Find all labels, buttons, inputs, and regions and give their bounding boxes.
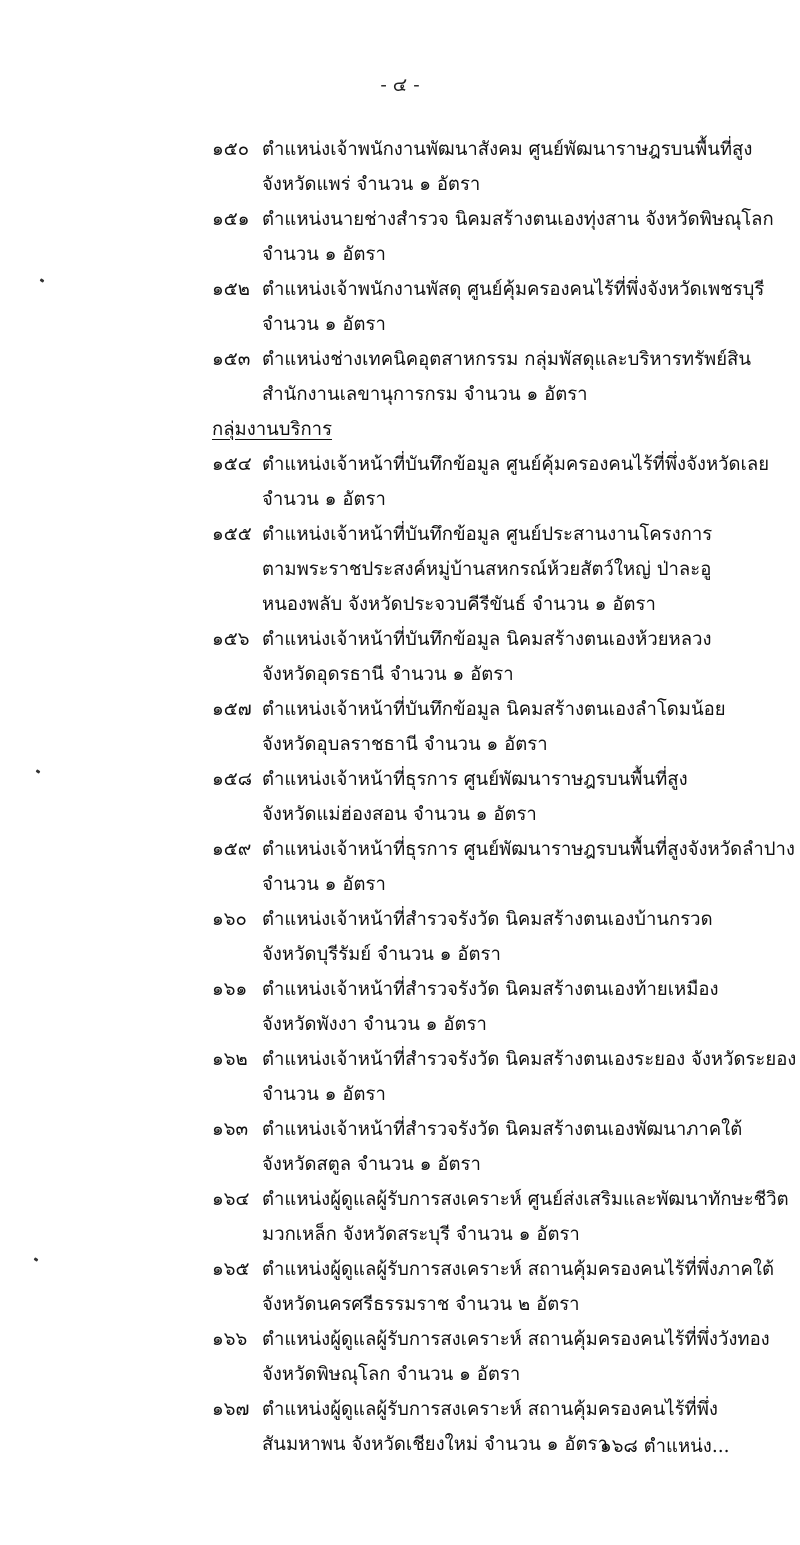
position-number: ๑๖๕ (212, 1259, 250, 1280)
position-item (212, 272, 792, 342)
position-title: ตำแหน่งผู้ดูแลผู้รับการสงเคราะห์ สถานคุ้มครองคนไร้ที่พึ่งวังทอง (262, 1329, 770, 1350)
position-continuation-line: จังหวัดสตูล จำนวน ๑ อัตรา (262, 1154, 481, 1175)
position-number: ๑๖๔ (212, 1189, 250, 1210)
position-item-first-line (212, 832, 795, 867)
position-continuation-line: จังหวัดบุรีรัมย์ จำนวน ๑ อัตรา (262, 944, 501, 965)
position-item-first-line (212, 622, 792, 657)
position-item-first-line (212, 972, 792, 1007)
position-item-first-line (212, 1182, 792, 1217)
position-item-first-line (212, 692, 792, 727)
position-item-first-line (212, 1042, 797, 1077)
position-continuation-line: จังหวัดพิษณุโลก จำนวน ๑ อัตรา (262, 1364, 521, 1385)
position-item (212, 692, 792, 762)
position-number: ๑๖๓ (212, 1119, 249, 1140)
continuation-note: ๑๖๘ ตำแหน่ง... (600, 1436, 730, 1457)
position-number: ๑๕๔ (212, 454, 252, 475)
position-title: ตำแหน่งเจ้าหน้าที่บันทึกข้อมูล ศูนย์คุ้มครองคนไร้ที่พึ่งจังหวัดเลย (262, 454, 770, 475)
position-continuation-line: จังหวัดนครศรีธรรมราช จำนวน ๒ อัตรา (262, 1294, 580, 1315)
section-heading: กลุ่มงานบริการ (212, 419, 333, 440)
position-item (212, 447, 792, 517)
position-continuation-line: จังหวัดพังงา จำนวน ๑ อัตรา (262, 1014, 487, 1035)
position-item-first-line (212, 447, 792, 482)
position-item-first-line (212, 342, 792, 377)
position-item-first-line (212, 132, 792, 167)
position-continuation-line: ตามพระราชประสงค์หมู่บ้านสหกรณ์ห้วยสัตว์ใหญ่ ป่าละอู (262, 559, 712, 580)
position-item (212, 517, 792, 622)
scan-speck (34, 1257, 39, 1262)
position-item (212, 1182, 792, 1252)
position-group-service (212, 447, 797, 1462)
position-item-first-line (212, 272, 792, 307)
position-item-first-line (212, 902, 792, 937)
position-number: ๑๕๕ (212, 524, 252, 545)
position-continuation-line: จำนวน ๑ อัตรา (262, 489, 386, 510)
position-title: ตำแหน่งเจ้าพนักงานพัสดุ ศูนย์คุ้มครองคนไร้ที่พึ่งจังหวัดเพชรบุรี (262, 279, 765, 300)
position-item (212, 972, 792, 1042)
position-item (212, 202, 792, 272)
position-continuation-line: สันมหาพน จังหวัดเชียงใหม่ จำนวน ๑ อัตรา (262, 1434, 608, 1455)
position-item-first-line (212, 1322, 792, 1357)
position-number: ๑๕๓ (212, 349, 251, 370)
position-continuation-line: จำนวน ๑ อัตรา (262, 314, 386, 335)
position-item-first-line (212, 517, 792, 552)
position-title: ตำแหน่งเจ้าหน้าที่ธุรการ ศูนย์พัฒนาราษฎรบนพื้นที่สูง (262, 769, 688, 790)
position-continuation-line: จำนวน ๑ อัตรา (262, 874, 386, 895)
position-number: ๑๕๗ (212, 699, 252, 720)
position-title: ตำแหน่งเจ้าหน้าที่สำรวจรังวัด นิคมสร้างตนเองพัฒนาภาคใต้ (262, 1119, 743, 1140)
position-title: ตำแหน่งผู้ดูแลผู้รับการสงเคราะห์ สถานคุ้มครองคนไร้ที่พึ่ง (262, 1399, 718, 1420)
scan-speck (36, 769, 41, 774)
position-item-first-line (212, 1252, 792, 1287)
position-number: ๑๖๑ (212, 979, 248, 1000)
position-title: ตำแหน่งผู้ดูแลผู้รับการสงเคราะห์ สถานคุ้มครองคนไร้ที่พึ่งภาคใต้ (262, 1259, 774, 1280)
position-continuation-line: มวกเหล็ก จังหวัดสระบุรี จำนวน ๑ อัตรา (262, 1224, 580, 1245)
position-title: ตำแหน่งช่างเทคนิคอุตสาหกรรม กลุ่มพัสดุและบริหารทรัพย์สิน (262, 349, 751, 370)
position-item-first-line (212, 1392, 792, 1427)
position-title: ตำแหน่งเจ้าหน้าที่สำรวจรังวัด นิคมสร้างตนเองท้ายเหมือง (262, 979, 719, 1000)
position-title: ตำแหน่งเจ้าพนักงานพัฒนาสังคม ศูนย์พัฒนาราษฎรบนพื้นที่สูง (262, 139, 753, 160)
position-title: ตำแหน่งเจ้าหน้าที่สำรวจรังวัด นิคมสร้างตนเองบ้านกรวด (262, 909, 713, 930)
position-continuation-line: จังหวัดอุดรธานี จำนวน ๑ อัตรา (262, 664, 514, 685)
position-continuation-line: จังหวัดแพร่ จำนวน ๑ อัตรา (262, 174, 481, 195)
position-number: ๑๖๖ (212, 1329, 248, 1350)
position-group-before (212, 132, 792, 412)
position-item (212, 762, 792, 832)
position-number: ๑๖๐ (212, 909, 247, 930)
position-number: ๑๕๘ (212, 769, 253, 790)
position-title: ตำแหน่งนายช่างสำรวจ นิคมสร้างตนเองทุ่งสาน จังหวัดพิษณุโลก (262, 209, 774, 230)
position-number: ๑๖๒ (212, 1049, 248, 1070)
position-title: ตำแหน่งผู้ดูแลผู้รับการสงเคราะห์ ศูนย์ส่งเสริมและพัฒนาทักษะชีวิต (262, 1189, 789, 1210)
position-number: ๑๕๑ (212, 209, 250, 230)
position-continuation-line: จำนวน ๑ อัตรา (262, 244, 386, 265)
position-item-first-line (212, 202, 792, 237)
position-item-first-line (212, 762, 792, 797)
position-item (212, 1252, 792, 1322)
position-title: ตำแหน่งเจ้าหน้าที่สำรวจรังวัด นิคมสร้างตนเองระยอง จังหวัดระยอง (262, 1049, 797, 1070)
position-item (212, 622, 792, 692)
position-number: ๑๖๗ (212, 1399, 250, 1420)
position-number: ๑๕๖ (212, 629, 250, 650)
position-title: ตำแหน่งเจ้าหน้าที่บันทึกข้อมูล ศูนย์ประสานงานโครงการ (262, 524, 713, 545)
position-title: ตำแหน่งเจ้าหน้าที่บันทึกข้อมูล นิคมสร้างตนเองห้วยหลวง (262, 629, 712, 650)
position-item (212, 1112, 792, 1182)
position-item (212, 342, 792, 412)
position-item (212, 1322, 792, 1392)
position-item (212, 832, 795, 902)
position-title: ตำแหน่งเจ้าหน้าที่บันทึกข้อมูล นิคมสร้างตนเองลำโดมน้อย (262, 699, 726, 720)
position-continuation-line: จังหวัดอุบลราชธานี จำนวน ๑ อัตรา (262, 734, 548, 755)
position-item (212, 902, 792, 972)
position-continuation-line: จังหวัดแม่ฮ่องสอน จำนวน ๑ อัตรา (262, 804, 537, 825)
page-number: - ๔ - (380, 74, 420, 96)
position-list (212, 132, 797, 1462)
position-continuation-line: สำนักงานเลขานุการกรม จำนวน ๑ อัตรา (262, 384, 588, 405)
position-item (212, 1042, 797, 1112)
position-title: ตำแหน่งเจ้าหน้าที่ธุรการ ศูนย์พัฒนาราษฎรบนพื้นที่สูงจังหวัดลำปาง (262, 839, 795, 860)
position-number: ๑๕๐ (212, 139, 250, 160)
position-item-first-line (212, 1112, 792, 1147)
position-continuation-line: หนองพลับ จังหวัดประจวบคีรีขันธ์ จำนวน ๑ อัตรา (262, 594, 656, 615)
position-number: ๑๕๙ (212, 839, 252, 860)
scan-speck (40, 278, 45, 283)
position-item (212, 132, 792, 202)
position-number: ๑๕๒ (212, 279, 250, 300)
position-continuation-line: จำนวน ๑ อัตรา (262, 1084, 386, 1105)
